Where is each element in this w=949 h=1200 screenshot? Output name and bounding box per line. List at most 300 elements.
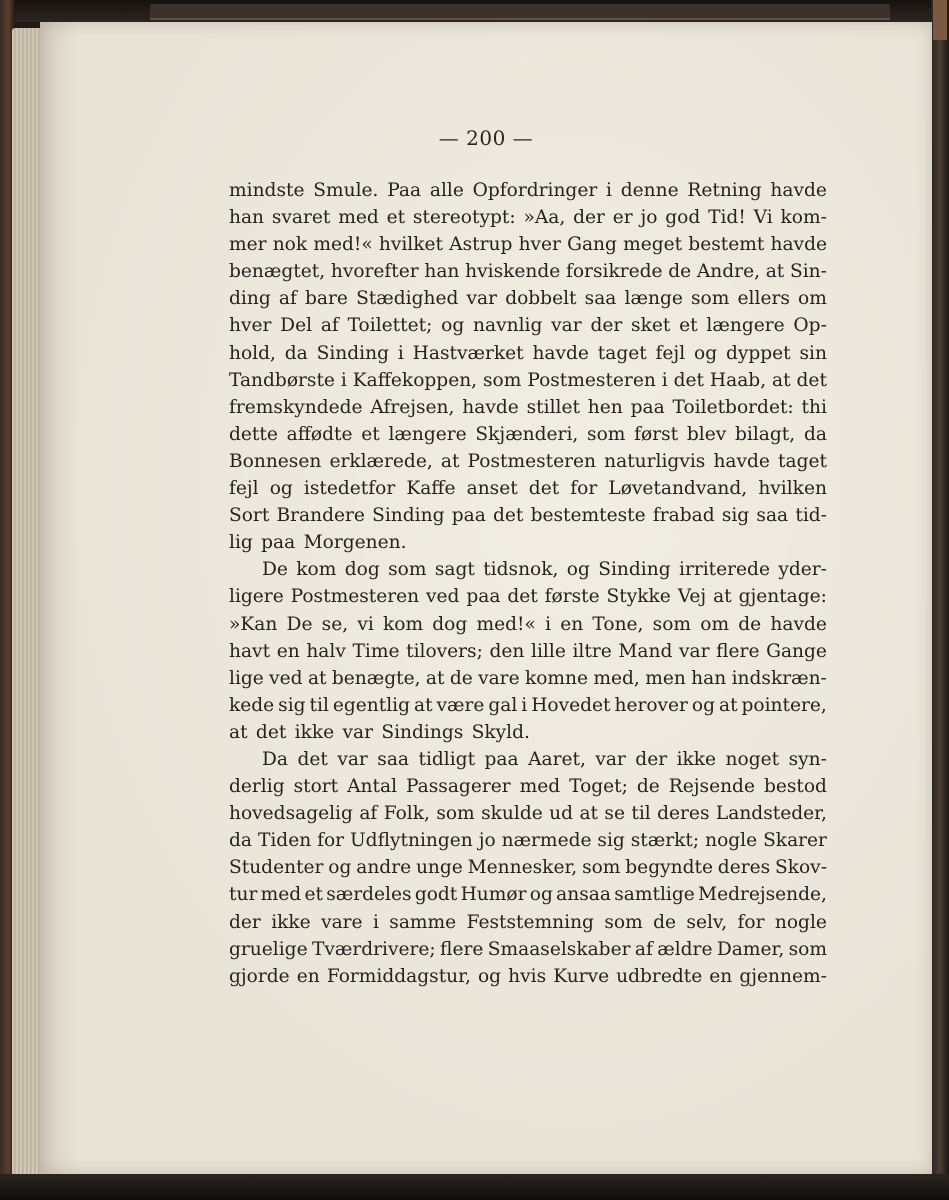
- word: havde: [770, 180, 827, 201]
- word: hviskende: [465, 261, 561, 283]
- text-line: [229, 231, 827, 258]
- body-text: [229, 177, 827, 990]
- word: at: [414, 694, 433, 716]
- word: at: [307, 667, 327, 689]
- word: som: [582, 857, 621, 879]
- word: skulde: [481, 803, 543, 825]
- word: ikke: [294, 721, 335, 743]
- word: i: [397, 342, 404, 364]
- word: i: [340, 369, 347, 391]
- word: de: [636, 776, 660, 798]
- word: begyndte: [625, 857, 713, 879]
- word: med: [338, 207, 379, 229]
- word: til: [631, 803, 651, 825]
- word: Haab,: [709, 369, 767, 391]
- text-line: [229, 177, 827, 204]
- word: Sort: [229, 505, 270, 527]
- word: gjorde: [229, 965, 290, 987]
- word: De: [286, 613, 313, 635]
- word: med,: [593, 667, 640, 689]
- word: det: [673, 369, 704, 391]
- word: en: [276, 640, 300, 662]
- word: affødte: [286, 423, 353, 445]
- text-line: [229, 692, 827, 719]
- word: og: [441, 315, 465, 337]
- word: stort: [293, 776, 339, 798]
- word: Time: [352, 640, 400, 662]
- word: jo: [478, 830, 496, 852]
- word: han: [424, 261, 460, 283]
- word: hold,: [229, 342, 276, 364]
- word: Kaffe: [406, 478, 456, 500]
- word: som: [436, 803, 475, 825]
- word: Tandbørste: [229, 369, 335, 391]
- word: »Kan: [229, 613, 278, 635]
- word: Medrejsende,: [698, 884, 827, 906]
- word: egentlig: [332, 694, 411, 716]
- word: han: [229, 207, 265, 229]
- word: at: [765, 261, 785, 283]
- word: deres: [717, 857, 771, 879]
- word: Tværdrivere;: [311, 938, 436, 960]
- word: saa: [377, 748, 409, 770]
- word: vare: [478, 667, 520, 689]
- word: ud: [549, 803, 574, 825]
- word: dyppet: [725, 342, 791, 364]
- word: havde: [713, 450, 770, 472]
- word: pointere,: [741, 694, 827, 716]
- word: der: [229, 911, 261, 933]
- word: Rejsende: [668, 776, 755, 798]
- word: paa: [261, 532, 296, 554]
- word: gjennem-: [739, 965, 827, 987]
- word: vare: [321, 911, 363, 933]
- word: de: [653, 911, 677, 933]
- word: med!«: [313, 234, 373, 256]
- word: nærmede: [501, 830, 592, 852]
- word: hvorefter: [330, 261, 419, 283]
- word: bestemt: [688, 234, 765, 256]
- word: første: [544, 586, 600, 608]
- word: tur: [229, 884, 258, 906]
- word: saa: [584, 288, 617, 310]
- text-line: [229, 394, 827, 421]
- word: ved: [426, 586, 460, 608]
- word: paa: [466, 586, 501, 608]
- word: selv,: [686, 911, 728, 933]
- word: et: [679, 315, 698, 337]
- word: der: [573, 207, 605, 229]
- word: et: [304, 884, 323, 906]
- word: Tiden: [257, 830, 312, 852]
- word: Gang: [567, 234, 617, 256]
- word: ældre: [657, 938, 713, 960]
- word: kom-: [780, 207, 827, 229]
- word: som: [652, 613, 692, 635]
- word: noget: [725, 748, 780, 770]
- word: Postmesteren: [290, 586, 420, 608]
- word: hver: [229, 315, 272, 337]
- word: Formiddagstur,: [326, 965, 471, 987]
- word: Humør: [460, 884, 527, 906]
- word: for: [317, 830, 345, 852]
- word: benægtet,: [229, 261, 326, 283]
- text-line: [229, 881, 827, 908]
- word: derlig: [229, 776, 285, 798]
- word: om: [700, 613, 730, 635]
- word: dette: [229, 423, 278, 445]
- word: istedetfor: [303, 478, 396, 500]
- word: Postmesteren: [467, 450, 597, 472]
- word: Del: [280, 315, 313, 337]
- word: indskræn-: [731, 667, 827, 689]
- word: godt: [414, 884, 458, 906]
- word: taget: [778, 450, 827, 472]
- word: sin: [799, 342, 827, 364]
- word: havt: [229, 640, 271, 662]
- word: kom: [382, 613, 424, 635]
- word: Op-: [793, 315, 827, 337]
- word: de: [668, 261, 692, 283]
- word: af: [634, 938, 653, 960]
- word: nogle: [774, 911, 827, 933]
- word: det: [528, 478, 560, 500]
- word: ikke: [271, 911, 311, 933]
- word: Smaaselskaber: [487, 938, 631, 960]
- word: halv: [306, 640, 346, 662]
- word: navnlig: [473, 315, 543, 337]
- word: kede: [229, 694, 275, 716]
- word: blev: [686, 423, 727, 445]
- word: anset: [466, 478, 518, 500]
- text-line: [229, 800, 827, 827]
- word: ellers: [737, 288, 790, 310]
- word: særdeles: [326, 884, 412, 906]
- word: som: [691, 288, 730, 310]
- word: Hastværket: [412, 342, 524, 364]
- word: længere: [706, 315, 785, 337]
- word: Sin-: [789, 261, 827, 283]
- word: om: [798, 288, 827, 310]
- word: Afrejsen,: [370, 396, 455, 418]
- word: bilagt,: [735, 423, 796, 445]
- word: med: [260, 884, 302, 906]
- word: vi: [357, 613, 374, 635]
- word: komne: [524, 667, 589, 689]
- word: se,: [321, 613, 349, 635]
- word: tilovers;: [406, 640, 483, 662]
- text-line: [229, 909, 827, 936]
- word: Brandere: [276, 505, 365, 527]
- word: Astrup: [449, 234, 513, 256]
- word: »Aa,: [523, 207, 566, 229]
- word: ligere: [229, 586, 284, 608]
- word: hovedsagelig: [229, 803, 353, 825]
- word: den: [489, 640, 525, 662]
- word: fremskyndede: [229, 396, 363, 418]
- word: sig: [721, 505, 750, 527]
- word: bestod: [763, 776, 827, 798]
- word: Andre,: [696, 261, 760, 283]
- page-stack-edges: [12, 28, 42, 1176]
- word: yder-: [778, 559, 827, 581]
- word: syn-: [788, 748, 827, 770]
- word: men: [645, 667, 686, 689]
- word: Stædighed: [356, 288, 459, 310]
- word: samtlige: [614, 884, 695, 906]
- word: da: [284, 342, 308, 364]
- page-number: — 200 —: [438, 126, 534, 150]
- word: havde: [462, 396, 519, 418]
- word: forsikrede: [565, 261, 663, 283]
- word: irriterede: [679, 559, 770, 581]
- text-line: [229, 854, 827, 881]
- word: dobbelt: [505, 288, 577, 310]
- word: det: [493, 505, 524, 527]
- word: er: [612, 207, 633, 229]
- word: var: [466, 288, 498, 310]
- word: af: [320, 315, 339, 337]
- word: fejl: [229, 478, 259, 500]
- word: for: [737, 911, 765, 933]
- word: ansaa: [556, 884, 611, 906]
- word: mindste: [229, 180, 305, 201]
- word: udbredte: [616, 965, 703, 987]
- word: han: [691, 667, 727, 689]
- page-sheet: [40, 22, 932, 1174]
- word: længere: [388, 423, 467, 445]
- word: Skyld.: [471, 721, 530, 743]
- word: Tone,: [592, 613, 644, 635]
- text-line: [229, 204, 827, 231]
- word: Kurve: [553, 965, 610, 987]
- word: sagt: [434, 559, 475, 581]
- text-line: [229, 421, 827, 448]
- word: Stykke: [606, 586, 671, 608]
- word: ding: [229, 288, 271, 310]
- word: der: [590, 315, 623, 337]
- word: lille: [531, 640, 566, 662]
- word: at: [718, 694, 738, 716]
- word: iltre: [572, 640, 612, 662]
- word: med!«: [476, 613, 536, 635]
- word: frabad: [652, 505, 715, 527]
- word: se: [604, 803, 625, 825]
- word: stillet: [526, 396, 580, 418]
- word: gjentage:: [738, 586, 827, 608]
- word: dog: [432, 613, 468, 635]
- word: at: [579, 803, 598, 825]
- word: meget: [623, 234, 683, 256]
- word: at: [229, 721, 248, 743]
- word: Postmesteren: [527, 369, 656, 391]
- word: nok: [272, 234, 308, 256]
- word: flere: [440, 938, 484, 960]
- word: alle: [429, 180, 464, 201]
- text-line: [229, 285, 827, 312]
- word: Udflytningen: [350, 830, 473, 852]
- word: Feststemning: [466, 911, 594, 933]
- word: Toiletbordet:: [672, 396, 794, 418]
- text-line: [229, 665, 827, 692]
- word: tidligt: [418, 748, 476, 770]
- word: og: [694, 342, 718, 364]
- text-line: [229, 258, 827, 285]
- word: god: [665, 207, 701, 229]
- text-line: [229, 827, 827, 854]
- word: erklærede,: [329, 450, 433, 472]
- word: de: [738, 613, 762, 635]
- text-line: [229, 367, 827, 394]
- word: Studenter: [229, 857, 324, 879]
- word: var: [679, 640, 710, 662]
- text-line: [229, 611, 827, 638]
- word: at: [713, 586, 732, 608]
- word: sig: [278, 694, 306, 716]
- word: det: [507, 586, 538, 608]
- word: unge: [415, 857, 463, 879]
- word: som: [388, 559, 427, 581]
- word: først: [634, 423, 679, 445]
- word: fejl: [655, 342, 686, 364]
- word: bestemteste: [530, 505, 646, 527]
- word: et: [361, 423, 380, 445]
- word: en: [560, 613, 584, 635]
- word: i: [661, 369, 668, 391]
- word: Aaret,: [528, 748, 586, 770]
- word: hver: [518, 234, 561, 256]
- word: sig: [597, 830, 625, 852]
- word: at: [425, 667, 445, 689]
- word: paa: [630, 396, 665, 418]
- word: flere: [716, 640, 760, 662]
- word: det: [255, 721, 287, 743]
- word: en: [709, 965, 733, 987]
- word: Smule.: [313, 180, 379, 201]
- word: dog: [344, 559, 380, 581]
- word: Mand: [618, 640, 673, 662]
- word: taget: [597, 342, 647, 364]
- word: lig: [229, 532, 253, 554]
- word: tid-: [795, 505, 827, 527]
- word: Antal: [347, 776, 398, 798]
- word: Toget;: [569, 776, 628, 798]
- text-line: [229, 583, 827, 610]
- word: Hovedet: [531, 694, 611, 716]
- word: Sinding: [316, 342, 390, 364]
- text-line: [229, 556, 827, 583]
- word: det: [297, 748, 328, 770]
- word: kom: [296, 559, 337, 581]
- text-line: [229, 340, 827, 367]
- word: hvilken: [758, 478, 827, 500]
- word: Vej: [677, 586, 707, 608]
- word: Damer,: [716, 938, 785, 960]
- word: var: [551, 315, 582, 337]
- word: saa: [756, 505, 789, 527]
- word: Retning: [687, 180, 762, 201]
- word: da: [229, 830, 252, 852]
- text-line: [229, 638, 827, 665]
- word: Da: [262, 748, 288, 770]
- word: være: [436, 694, 485, 716]
- word: som: [604, 911, 643, 933]
- text-line: [229, 773, 827, 800]
- word: tidsnok,: [483, 559, 559, 581]
- word: Gange: [766, 640, 827, 662]
- word: for: [570, 478, 598, 500]
- word: samme: [389, 911, 457, 933]
- word: var: [595, 748, 626, 770]
- word: en: [296, 965, 320, 987]
- word: et: [386, 207, 406, 229]
- word: de: [449, 667, 473, 689]
- text-line: [229, 502, 827, 529]
- word: Sindings: [381, 721, 464, 743]
- word: det: [796, 369, 827, 391]
- word: paa: [484, 748, 519, 770]
- word: Vi: [753, 207, 773, 229]
- word: mer: [229, 234, 267, 256]
- word: da: [803, 423, 827, 445]
- word: paa: [451, 505, 486, 527]
- text-line: [229, 746, 827, 773]
- word: lige: [229, 667, 264, 689]
- word: af: [359, 803, 378, 825]
- word: af: [278, 288, 297, 310]
- text-line: [229, 475, 827, 502]
- word: ved: [269, 667, 303, 689]
- word: gal: [488, 694, 518, 716]
- word: var: [342, 721, 374, 743]
- cover-corner-spot: [933, 0, 947, 40]
- word: og: [691, 694, 716, 716]
- word: med: [519, 776, 561, 798]
- word: til: [309, 694, 329, 716]
- word: hvis: [508, 965, 547, 987]
- word: svaret: [271, 207, 331, 229]
- word: Skarer: [763, 830, 827, 852]
- word: Paa: [387, 180, 422, 201]
- word: ikke: [676, 748, 717, 770]
- word: Bonnesen: [229, 450, 322, 472]
- word: i: [521, 694, 528, 716]
- word: thi: [801, 396, 827, 418]
- word: at: [772, 369, 791, 391]
- word: i: [606, 180, 612, 201]
- text-line: [229, 719, 827, 746]
- word: hen: [587, 396, 623, 418]
- text-line: [229, 529, 827, 556]
- word: længe: [624, 288, 683, 310]
- word: og: [566, 559, 590, 581]
- word: Mennesker,: [467, 857, 578, 879]
- book-cover-right-edge: [931, 0, 949, 1200]
- word: havde: [532, 342, 589, 364]
- word: som: [587, 423, 626, 445]
- word: De: [262, 559, 288, 581]
- word: naturligvis: [604, 450, 706, 472]
- word: Skov-: [774, 857, 827, 879]
- word: bare: [305, 288, 348, 310]
- word: havde: [770, 234, 827, 256]
- word: og: [529, 884, 553, 906]
- word: stærkt;: [630, 830, 700, 852]
- word: at: [440, 450, 460, 472]
- word: Folk,: [383, 803, 430, 825]
- word: benægte,: [331, 667, 421, 689]
- word: Sinding: [372, 505, 445, 527]
